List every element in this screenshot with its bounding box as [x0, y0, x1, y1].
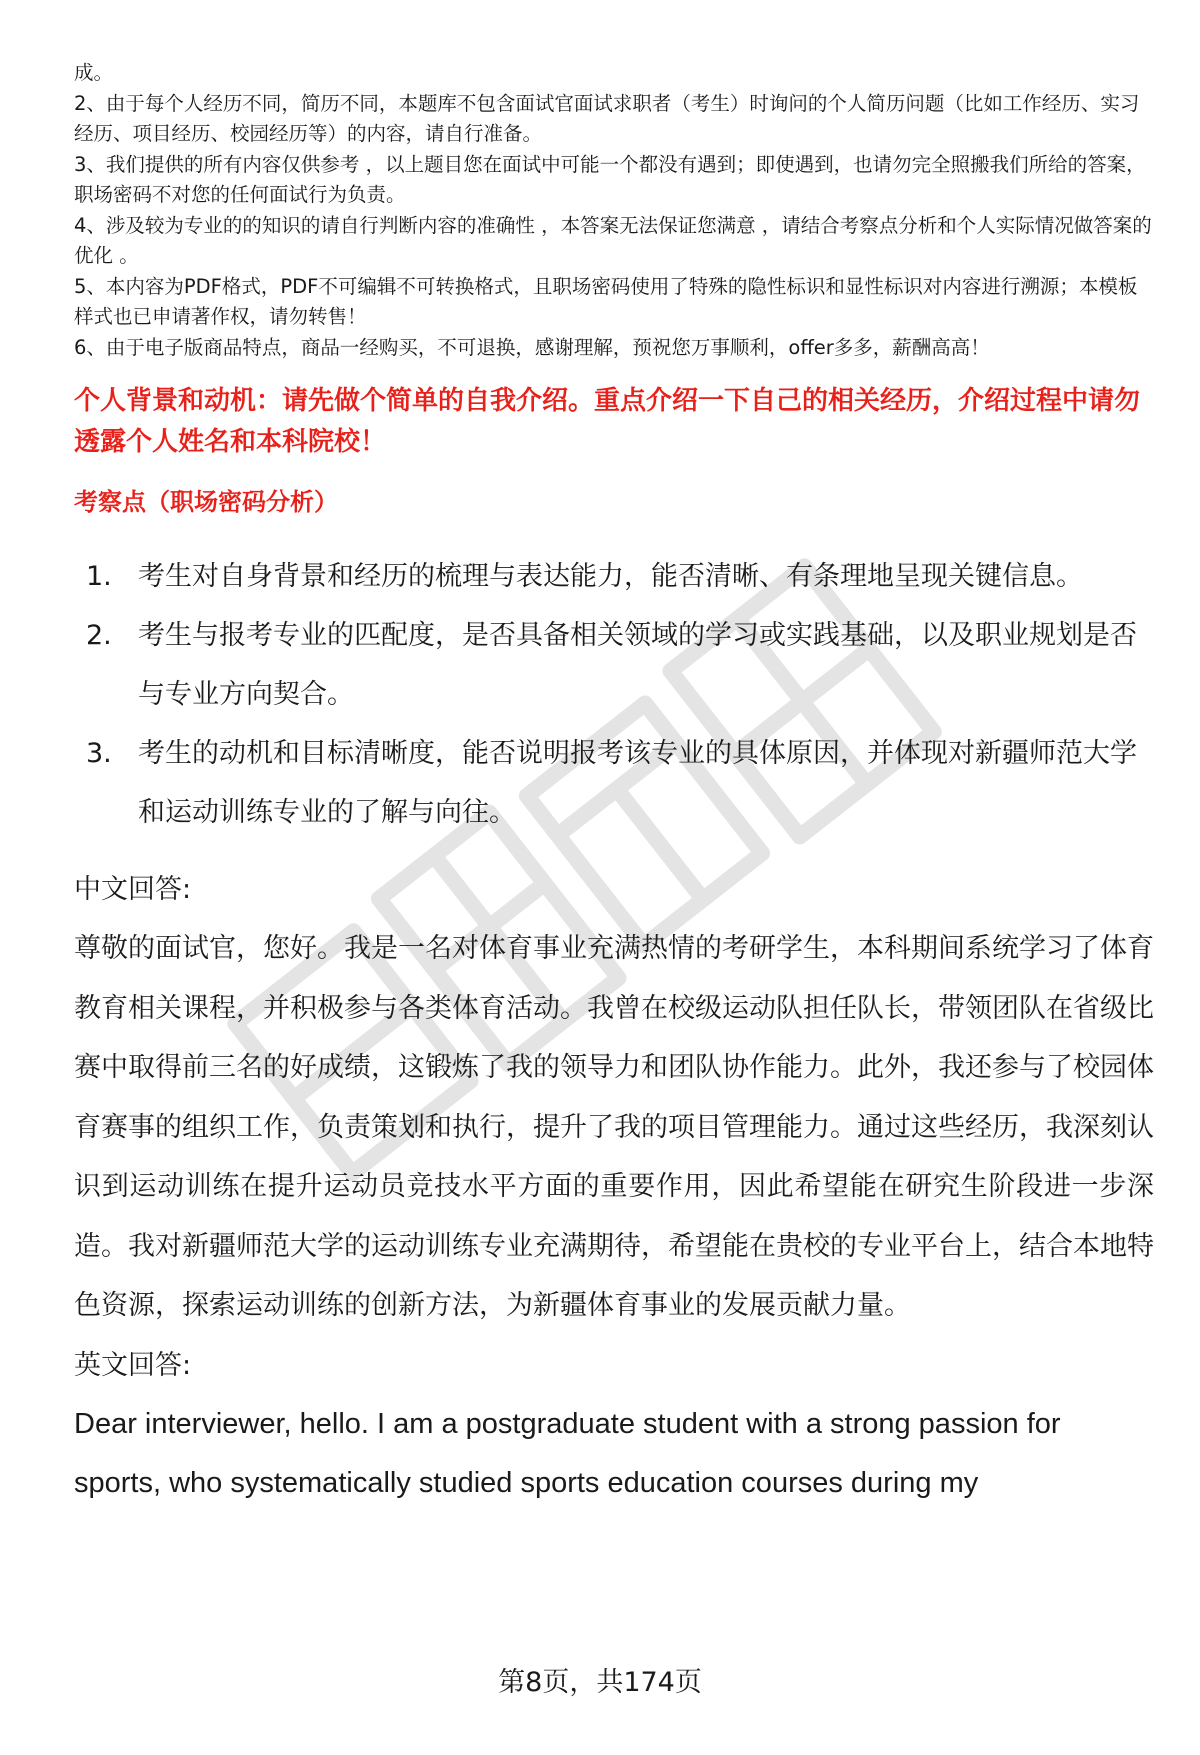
note-line: 2、由于每个人经历不同，简历不同，本题库不包含面试官面试求职者（考生）时询问的个人简历问题（比如工作经历、实习经历、项目经历、校园经历等）的内容，请自行准备。: [74, 91, 1140, 145]
document-page: [74, 58, 1154, 1514]
list-item-number: 1.: [86, 561, 112, 592]
chinese-answer-label: 中文回答:: [74, 874, 192, 905]
page-number-footer: 第8页，共174页: [498, 1667, 702, 1698]
list-item-text: 考生对自身背景和经历的梳理与表达能力，能否清晰、有条理地呈现关键信息。: [138, 561, 1083, 592]
english-answer-text: Dear interviewer, hello. I am a postgraduate student with a strong passion for sports, who systematically studied sports education courses during my: [74, 1407, 1061, 1499]
list-item-text: 考生的动机和目标清晰度，能否说明报考该专业的具体原因，并体现对新疆师范大学和运动训练专业的了解与向往。: [138, 738, 1137, 828]
note-line: 6、由于电子版商品特点，商品一经购买，不可退换，感谢理解，预祝您万事顺利，offer多多，薪酬高高！: [74, 335, 990, 359]
analysis-points-list: [74, 547, 1154, 842]
chinese-answer-text: 尊敬的面试官，您好。我是一名对体育事业充满热情的考研学生，本科期间系统学习了体育教育相关课程，并积极参与各类体育活动。我曾在校级运动队担任队长，带领团队在省级比赛中取得前三名的好成绩，这锻炼了我的领导力和团队协作能力。此外，我还参与了校园体育赛事的组织工作，负责策划和执行，提升了我的项目管理能力。通过这些经历，我深刻认识到运动训练在提升运动员竞技水平方面的重要作用，因此希望能在研究生阶段进一步深造。我对新疆师范大学的运动训练专业充满期待，希望能在贵校的专业平台上，结合本地特色资源，探索运动训练的创新方法，为新疆体育事业的发展贡献力量。: [74, 933, 1154, 1321]
analysis-section-title: 考察点（职场密码分析）: [74, 488, 338, 516]
list-item-number: 2.: [86, 620, 112, 651]
note-line: 成。: [74, 61, 114, 84]
english-answer-label: 英文回答:: [74, 1349, 192, 1381]
list-item: [74, 547, 1154, 606]
question-heading: 个人背景和动机：请先做个简单的自我介绍。重点介绍一下自己的相关经历，介绍过程中请勿透露个人姓名和本科院校！: [74, 386, 1141, 457]
list-item: [74, 724, 1154, 842]
list-item: [74, 606, 1154, 724]
note-line: 5、本内容为PDF格式，PDF不可编辑不可转换格式，且职场密码使用了特殊的隐性标识和显性标识对内容进行溯源；本模板样式也已申请著作权，请勿转售！: [74, 274, 1138, 328]
list-item-number: 3.: [86, 738, 112, 769]
notes-section: [74, 58, 1154, 363]
note-line: 4、涉及较为专业的的知识的请自行判断内容的准确性 ，本答案无法保证您满意 ，请结合考察点分析和个人实际情况做答案的优化 。: [74, 213, 1152, 267]
list-item-text: 考生与报考专业的匹配度，是否具备相关领域的学习或实践基础，以及职业规划是否与专业方向契合。: [138, 620, 1137, 710]
note-line: 3、我们提供的所有内容仅供参考 ，以上题目您在面试中可能一个都没有遇到；即使遇到，也请勿完全照搬我们所给的答案，职场密码不对您的任何面试行为负责。: [74, 152, 1146, 206]
